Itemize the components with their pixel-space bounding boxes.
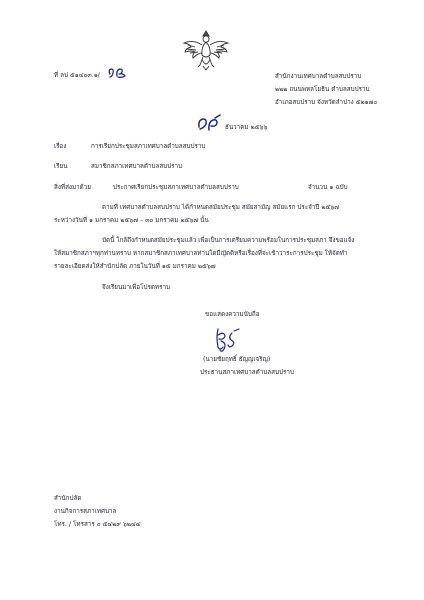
enclosure-label: สิ่งที่ส่งมาด้วย bbox=[54, 184, 91, 191]
enclosure-quantity: จำนวน ๑ ฉบับ bbox=[308, 184, 348, 191]
address-line-2: อำเภอสบปราบ จังหวัดลำปาง ๕๒๑๗๐ bbox=[275, 99, 378, 106]
reference-number: ที่ ลป ๕๑๔๐๓.๑/ bbox=[54, 72, 100, 79]
closing-request: จึงเรียนมาเพื่อโปรดทราบ bbox=[102, 284, 170, 291]
body-para2-line3: รายละเอียดส่งให้สำนักปลัด ภายในวันที่ ๑๕ มกราคม ๒๕๖๗ bbox=[54, 263, 216, 270]
garuda-emblem bbox=[181, 29, 231, 71]
enclosure-text: ประกาศเรียกประชุมสภาเทศบาลตำบลสบปราบ bbox=[113, 184, 239, 191]
signatory-title: ประธานสภาเทศบาลตำบลสบปราบ bbox=[200, 369, 294, 376]
footer-phone: โทร. / โทรสาร ๐ ๕๔๒๙ ๖๒๔๔ bbox=[54, 521, 141, 528]
recipient-label: เรียน bbox=[54, 163, 68, 170]
body-para2-line1: บัดนี้ ใกล้ถึงกำหนดสมัยประชุมแล้ว เพื่อเป็นการเตรียมความพร้อมในการประชุมสภา จึงขอแจ้ง bbox=[102, 237, 355, 244]
closing-salutation: ขอแสดงความนับถือ bbox=[205, 311, 260, 318]
footer-department: สำนักปลัด bbox=[54, 495, 82, 502]
handwritten-signature bbox=[212, 325, 246, 355]
body-para2-line2: ให้สมาชิกสภาฯทุกท่านทราบ หากสมาชิกสภาเทศบาลท่านใดมีญัตติหรือเรื่องที่จะเข้าวาระการประชุม ให้จัดทำ bbox=[54, 250, 348, 257]
address-line-1: ๒๒๒ ถนนพหลโยธิน ตำบลสบปราบ bbox=[275, 86, 370, 93]
letter-date: ธันวาคม ๒๕๖๖ bbox=[225, 124, 268, 131]
reference-handwritten-number bbox=[107, 66, 129, 80]
signatory-name: (นายชัยฤทธิ์ ธัญญเจริญ) bbox=[203, 356, 271, 363]
body-para1-line2: ระหว่างวันที่ ๑ มกราคม ๒๕๖๗ – ๓๐ มกราคม ๒๕๖๗ นั้น bbox=[54, 217, 209, 224]
subject-label: เรื่อง bbox=[54, 143, 67, 150]
body-para1-line1: ตามที่ เทศบาลตำบลสบปราบ ได้กำหนดสมัยประชุม สมัยสามัญ สมัยแรก ประจำปี ๒๕๖๗ bbox=[102, 204, 340, 211]
footer-section: งานกิจการสภาเทศบาล bbox=[54, 508, 117, 515]
subject-text: การเรียกประชุมสภาเทศบาลตำบลสบปราบ bbox=[91, 143, 206, 150]
office-name: สำนักงานเทศบาลตำบลสบปราบ bbox=[275, 73, 362, 80]
recipient-text: สมาชิกสภาเทศบาลตำบลสบปราบ bbox=[91, 163, 183, 170]
date-handwritten-day bbox=[196, 113, 224, 135]
